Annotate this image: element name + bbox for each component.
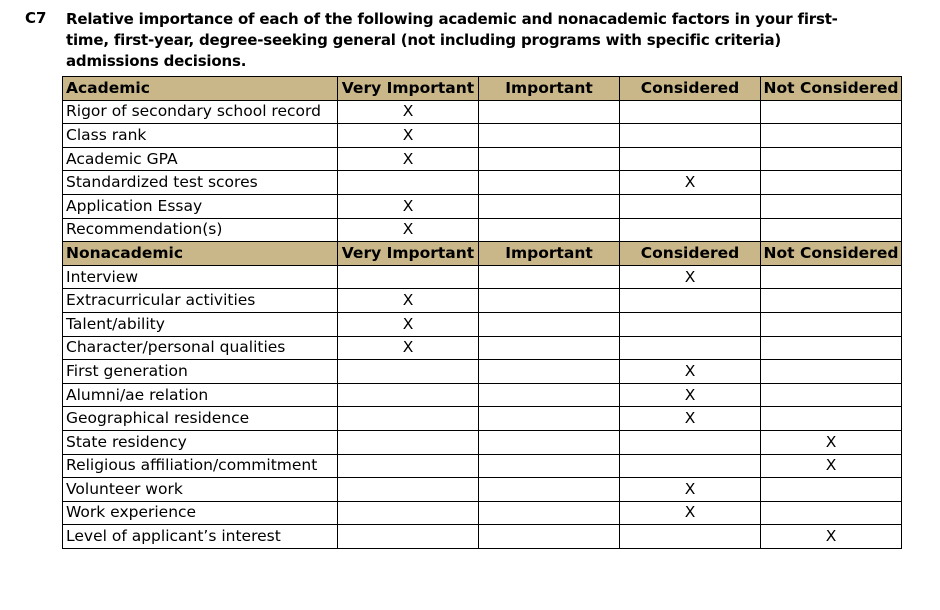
rating-cell — [479, 312, 620, 336]
table-row — [63, 171, 902, 195]
column-header: Very Important — [338, 77, 479, 101]
rating-cell: X — [338, 194, 479, 218]
table-row — [63, 265, 902, 289]
factor-label: Rigor of secondary school record — [63, 100, 338, 124]
rating-cell: X — [761, 430, 902, 454]
table-row — [63, 147, 902, 171]
rating-cell: X — [620, 407, 761, 431]
rating-cell — [338, 454, 479, 478]
rating-cell — [620, 430, 761, 454]
rating-cell: X — [620, 360, 761, 384]
rating-cell — [479, 454, 620, 478]
table-row — [63, 312, 902, 336]
column-header: Important — [479, 242, 620, 266]
rating-cell — [620, 525, 761, 549]
factor-label: Character/personal qualities — [63, 336, 338, 360]
rating-cell — [338, 407, 479, 431]
rating-cell — [620, 289, 761, 313]
table-body — [63, 77, 902, 549]
rating-cell: X — [338, 336, 479, 360]
column-header: Very Important — [338, 242, 479, 266]
admission-factors-table — [62, 76, 902, 549]
rating-cell — [761, 478, 902, 502]
column-header: Not Considered — [761, 77, 902, 101]
factor-label: Application Essay — [63, 194, 338, 218]
rating-cell — [761, 360, 902, 384]
table-row — [63, 501, 902, 525]
rating-cell — [761, 100, 902, 124]
table-row — [63, 218, 902, 242]
section-header-row — [63, 242, 902, 266]
rating-cell — [338, 171, 479, 195]
column-header: Considered — [620, 242, 761, 266]
rating-cell — [479, 147, 620, 171]
rating-cell — [479, 265, 620, 289]
column-header: Important — [479, 77, 620, 101]
rating-cell — [620, 124, 761, 148]
factor-label: Standardized test scores — [63, 171, 338, 195]
table-row — [63, 478, 902, 502]
rating-cell — [620, 312, 761, 336]
rating-cell — [761, 289, 902, 313]
rating-cell — [479, 171, 620, 195]
rating-cell — [761, 265, 902, 289]
rating-cell — [338, 360, 479, 384]
factor-label: Extracurricular activities — [63, 289, 338, 313]
table-row — [63, 100, 902, 124]
factor-label: Academic GPA — [63, 147, 338, 171]
rating-cell — [338, 265, 479, 289]
table-row — [63, 383, 902, 407]
question-number: C7 — [25, 9, 47, 27]
rating-cell — [338, 478, 479, 502]
factor-label: Interview — [63, 265, 338, 289]
rating-cell — [338, 525, 479, 549]
rating-cell — [761, 124, 902, 148]
factor-label: Work experience — [63, 501, 338, 525]
rating-cell: X — [338, 100, 479, 124]
section-heading: Academic — [63, 77, 338, 101]
table-row — [63, 289, 902, 313]
table-row — [63, 407, 902, 431]
rating-cell — [620, 218, 761, 242]
rating-cell — [761, 501, 902, 525]
rating-cell — [620, 100, 761, 124]
factor-label: Recommendation(s) — [63, 218, 338, 242]
rating-cell — [761, 407, 902, 431]
rating-cell — [761, 336, 902, 360]
table-row — [63, 360, 902, 384]
factor-label: Religious affiliation/commitment — [63, 454, 338, 478]
rating-cell — [761, 171, 902, 195]
rating-cell — [479, 218, 620, 242]
rating-cell: X — [338, 312, 479, 336]
rating-cell — [761, 147, 902, 171]
rating-cell: X — [620, 478, 761, 502]
rating-cell: X — [338, 124, 479, 148]
rating-cell — [338, 501, 479, 525]
table-row — [63, 454, 902, 478]
table-row — [63, 525, 902, 549]
rating-cell — [479, 194, 620, 218]
rating-cell — [479, 289, 620, 313]
rating-cell — [338, 430, 479, 454]
rating-cell — [479, 360, 620, 384]
rating-cell — [761, 218, 902, 242]
rating-cell: X — [761, 454, 902, 478]
rating-cell — [479, 501, 620, 525]
factor-label: State residency — [63, 430, 338, 454]
rating-cell — [620, 454, 761, 478]
rating-cell: X — [338, 147, 479, 171]
rating-cell: X — [761, 525, 902, 549]
rating-cell: X — [338, 218, 479, 242]
table-row — [63, 124, 902, 148]
rating-cell: X — [620, 171, 761, 195]
rating-cell — [479, 407, 620, 431]
rating-cell — [620, 194, 761, 218]
factor-label: Talent/ability — [63, 312, 338, 336]
section-header-row — [63, 77, 902, 101]
rating-cell — [479, 336, 620, 360]
rating-cell — [479, 383, 620, 407]
rating-cell — [761, 312, 902, 336]
column-header: Considered — [620, 77, 761, 101]
rating-cell: X — [338, 289, 479, 313]
table-row — [63, 336, 902, 360]
rating-cell — [761, 194, 902, 218]
rating-cell: X — [620, 501, 761, 525]
rating-cell — [620, 147, 761, 171]
rating-cell: X — [620, 265, 761, 289]
section-heading: Nonacademic — [63, 242, 338, 266]
rating-cell — [338, 383, 479, 407]
factor-label: Class rank — [63, 124, 338, 148]
factor-label: Level of applicant’s interest — [63, 525, 338, 549]
rating-cell — [479, 124, 620, 148]
factor-label: Volunteer work — [63, 478, 338, 502]
column-header: Not Considered — [761, 242, 902, 266]
factor-label: Geographical residence — [63, 407, 338, 431]
table-row — [63, 194, 902, 218]
rating-cell — [761, 383, 902, 407]
rating-cell — [479, 478, 620, 502]
factor-label: Alumni/ae relation — [63, 383, 338, 407]
rating-cell — [479, 100, 620, 124]
table-row — [63, 430, 902, 454]
question-text: Relative importance of each of the following academic and nonacademic factors in your first-time, first-year, degree-seeking general (not including programs with specific criteria) admissions decisions. — [66, 10, 838, 70]
rating-cell — [620, 336, 761, 360]
factor-label: First generation — [63, 360, 338, 384]
rating-cell: X — [620, 383, 761, 407]
rating-cell — [479, 430, 620, 454]
rating-cell — [479, 525, 620, 549]
